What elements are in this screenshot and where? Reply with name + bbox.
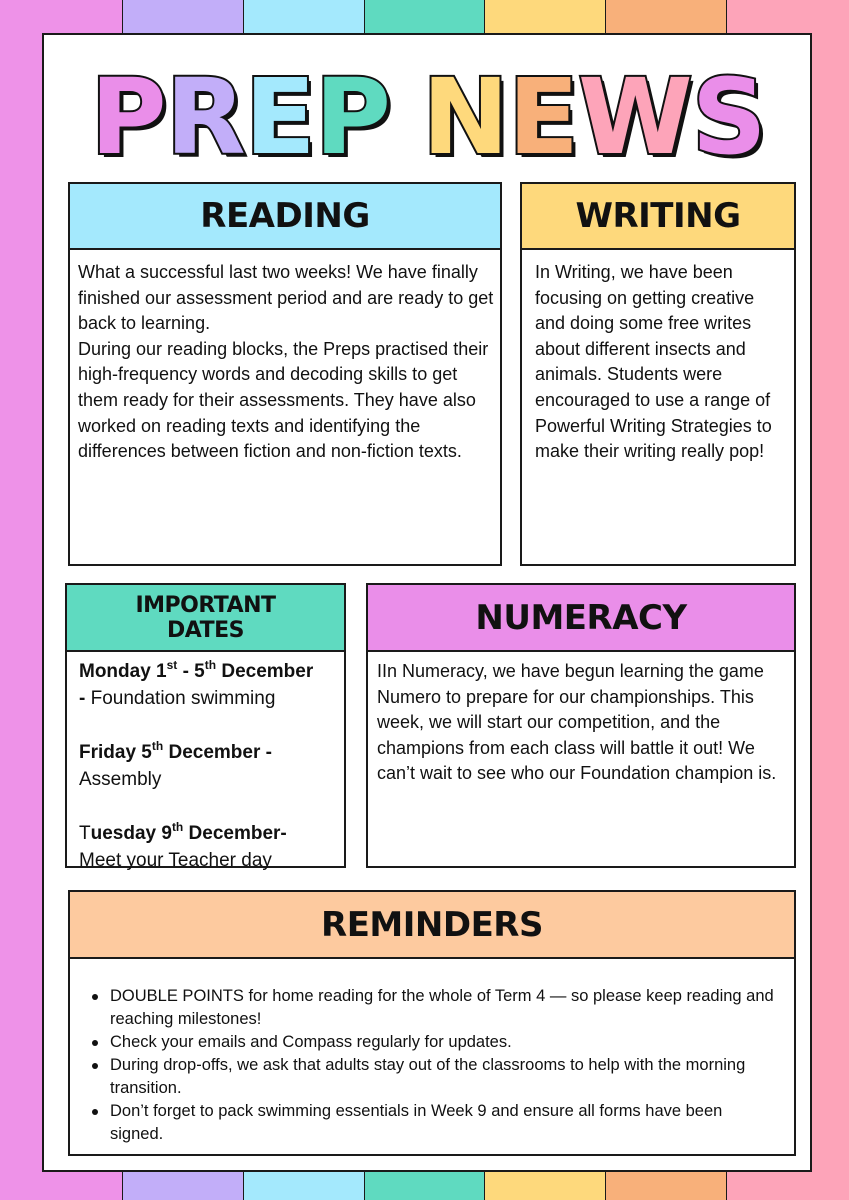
bullet-icon (92, 1063, 98, 1069)
reminders-header (70, 892, 794, 959)
writing-header (522, 184, 794, 250)
title-letter: R (165, 56, 243, 178)
list-item: Don’t forget to pack swimming essentials in Week 9 and ensure all forms have been signed. (88, 1100, 774, 1146)
stripe (484, 0, 605, 34)
important-dates-heading-line2: DATES (167, 617, 244, 643)
numeracy-header (368, 585, 794, 652)
reading-heading: READING (200, 196, 370, 236)
important-dates-header (67, 585, 344, 652)
date-event: Meet your Teacher day (79, 850, 272, 871)
important-dates-body (67, 652, 344, 874)
reading-body (70, 250, 500, 465)
date-event: Foundation swimming (90, 688, 276, 709)
date-dash: - (79, 688, 91, 709)
title-letter: P (314, 56, 388, 178)
title-letter: W (578, 56, 690, 178)
important-dates-section (65, 583, 346, 871)
title-letter: E (507, 56, 577, 178)
date-label: Tuesday 9th December- (79, 820, 287, 844)
date-event: Assembly (79, 769, 162, 790)
writing-text: In Writing, we have been focusing on getting creative and doing some free writes about different insects and animals. Students were encouraged to use a range of Powerful Writing Strategies to make their writing really pop! (535, 262, 772, 462)
bullet-icon (92, 1040, 98, 1046)
numeracy-body (368, 652, 794, 787)
reminders-section (68, 890, 796, 1156)
list-item: DOUBLE POINTS for home reading for the whole of Term 4 — so please keep reading and reaching milestones! (88, 985, 774, 1031)
writing-heading: WRITING (575, 196, 741, 236)
reminders-body (70, 959, 794, 1146)
writing-body (522, 250, 794, 465)
reading-text: What a successful last two weeks! We have finally finished our assessment period and are ready to get back to learning. During our reading blocks, the Preps practised their high-frequency words and decoding skills to get them ready for their assessments. They have also worked on reading texts and identifying the differences between fiction and non-fiction texts. (78, 262, 494, 462)
stripe (243, 0, 364, 34)
stripe (122, 0, 243, 34)
stripe (605, 0, 727, 34)
newsletter-title (44, 57, 810, 177)
date-label: Monday 1st - 5th December (79, 658, 314, 682)
date-entry (79, 820, 338, 874)
bullet-icon (92, 1109, 98, 1115)
stripe (364, 0, 485, 34)
reading-section (68, 182, 502, 566)
top-color-stripes (122, 0, 727, 34)
reminders-list (88, 985, 774, 1146)
list-item: During drop-offs, we ask that adults stay out of the classrooms to help with the morning transition. (88, 1054, 774, 1100)
list-item: Check your emails and Compass regularly for updates. (88, 1031, 774, 1054)
reminders-heading: REMINDERS (321, 904, 543, 945)
bullet-icon (92, 994, 98, 1000)
title-letter: E (244, 56, 313, 178)
date-entry (79, 739, 338, 793)
date-label: Friday 5th December - (79, 739, 272, 763)
numeracy-text: IIn Numeracy, we have begun learning the game Numero to prepare for our championships. This week, we will start our competition, and the champions from each class will battle it out! We can’t wait to see who our Foundation champion is. (377, 661, 777, 784)
reading-header (70, 184, 500, 250)
title-letter: S (691, 56, 764, 178)
newsletter-page (42, 33, 812, 1172)
important-dates-heading-line1: IMPORTANT (135, 592, 276, 618)
title-letter: N (421, 56, 506, 178)
title-letter: P (90, 56, 164, 178)
numeracy-section (366, 583, 796, 868)
writing-section (520, 182, 796, 566)
date-entry (79, 658, 338, 712)
numeracy-heading: NUMERACY (475, 597, 687, 638)
